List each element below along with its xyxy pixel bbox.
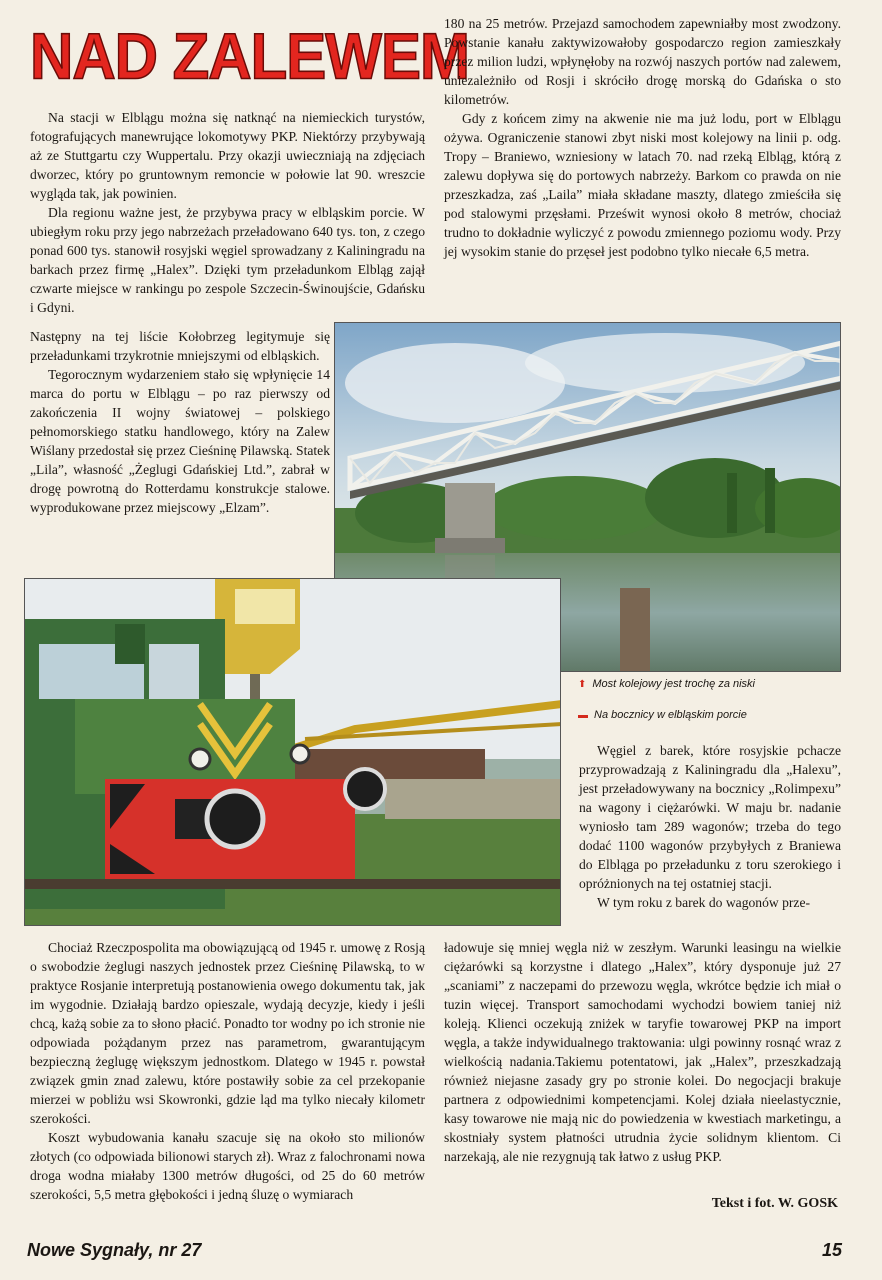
page-number: 15 [821,1240,842,1260]
locomotive-illustration [25,579,561,926]
paragraph: Tegorocznym wydarzeniem stało się wpłynięcie 14 marca do portu w Elblągu – po raz pierwszy od zakończenia II wojny światowej – polskiego pełnomorskiego statku handlowego, który na Zalew Wiślany przedostał się przez Cieśninę Pilawską. Statek „Lila”, własność „Żeglugi Gdańskiej Ltd.”, zabrał w drogę powrotną do Rotterdamu konstrukcje stalowe. wyprodukowane przez miejscowy „Elzam”. [30,367,330,515]
paragraph: Koszt wybudowania kanału szacuje się na około sto milionów złotych (co odpowiada bilionowi starych zł). Wraz z falochronami nowa droga wodna miałaby 1300 metrów długości, od 25 do 60 metrów szerokości, 5,5 metra głębokości i jedną śluzę o wymiarach [30,1130,425,1202]
left-column-narrow [30,327,330,517]
publication-name: Nowe Sygnały, nr 27 [27,1240,202,1260]
bridge-caption-text: Most kolejowy jest trochę za niski [592,678,756,690]
paragraph: 180 na 25 metrów. Przejazd samochodem zapewniałby most zwodzony. Powstanie kanału zaktywizowałoby gospodarczo region zamieszkały przez milion ludzi, wpłynęłoby na rozwój naszych portów nad zalewem, uniezależniło od Rosji i skróciło drogę morską do Gdańska o sto kilometrów. [444,16,841,107]
dash-marker-icon: ▬ [578,710,588,721]
bridge-caption [578,678,755,690]
left-column-top [30,108,425,317]
right-column-top [444,14,841,261]
right-column-middle [579,741,841,912]
paragraph: Następny na tej liście Kołobrzeg legitymuje się przeładunkami trzykrotnie mniejszymi od elbląskich. [30,329,330,363]
loco-caption [578,709,747,721]
paragraph: Węgiel z barek, które rosyjskie pchacze przyprowadzają z Kaliningradu dla „Halexu”, jest przeładowywany na bocznicy „Rolimpexu” na wagony i ciężarówki. W maju br. nadanie wyniosło tam 289 wagonów; trzeba do tego dodać 1100 wagonów przybyłych z Braniewa do Elbląga po przeładunku z toru szerokiego i opróżnionych na tej ostatniej stacji. [579,743,841,891]
author-signature: Tekst i fot. W. GOSK [711,1196,838,1211]
loco-caption-text: Na bocznicy w elbląskim porcie [594,709,747,721]
paragraph: Gdy z końcem zimy na akwenie nie ma już lodu, port w Elblągu ożywa. Ograniczenie stanowi zbyt niski most kolejowy na linii p. odg. Tropy – Braniewo, wzniesiony w latach 70. nad rzeką Elbląg, którą z zalewu dopływa się do portowych nabrzeży. Barkom co prawda on nie przeszkadza, zaś „Laila” miała składane maszty, dlatego zmieściła się pod stalowymi przęsłami. Prześwit wynosi około 8 metrów, chociaż trudno to dokładnie wyliczyć z powodu zmiennego poziomu wody. Przy jej wysokim stanie do przęseł jest podobno tylko niecałe 6,5 metra. [444,111,841,259]
left-column-bottom [30,938,425,1204]
paragraph: ładowuje się mniej węgla niż w zeszłym. Warunki leasingu na wielkie ciężarówki są korzystne i dlatego „Halex”, który dysponuje już 27 „scaniami” z naczepami do przewozu węgla, wkrótce będzie ich miał o tuzin więcej. Transport samochodami wychodzi bowiem taniej niż koleją. Klienci oczekują zniżek w taryfie towarowej PKP na import węgla, a także indywidualnego traktowania: ulgi powinny rosnąć wraz z wielkością nadania.Takiemu potentatowi, jak „Halex”, przeszkadzają również niejasne zasady gry po stronie kolei. Do negocjacji brakuje partnera z odpowiednimi kompetencjami. Kolej działa nieelastycznie, kasy towarowe nie mają nic do powiedzenia w kwestiach marketingu, a skostniały system płatności utrudnia życie solidnym klientom. Ci narzekają, ale nie rezygnują tak łatwo z usług PKP. [444,940,841,1164]
paragraph: Chociaż Rzeczpospolita ma obowiązującą od 1945 r. umowę z Rosją o swobodzie żeglugi naszych jednostek przez Cieśninę Pilawską, to w praktyce Rosjanie interpretują postanowienia owego dokumentu tak, jak im wygodnie. Działają bardzo opieszale, wydają decyzje, kiedy i jeśli chcą, każą sobie za to słono płacić. Ponadto tor wodny po ich stronie nie odpowiada pożądanym przez nas parametrom, gwarantującym bezpieczną żeglugę większym jednostkom. Dlatego w 1945 r. powstał związek gmin znad zalewu, które postawiły sobie za cel przekopanie mierzei w pobliżu wsi Skowronki, gdzie ląd ma tylko niecały kilometr szerokości. [30,940,425,1126]
arrow-up-icon: ⬆ [578,679,587,690]
article-title: NAD ZALEWEM [30,20,469,93]
right-column-bottom [444,938,841,1166]
locomotive-photo [24,578,561,926]
paragraph: W tym roku z barek do wagonów prze- [597,895,811,910]
paragraph: Na stacji w Elblągu można się natknąć na niemieckich turystów, fotografujących manewrujące lokomotywy PKP. Niektórzy przybywają aż ze Stuttgartu czy Wuppertalu. Przy okazji uwieczniają na zdjęciach dworzec, który po gruntownym remoncie w połowie lat 90. wreszcie wygląda tak, jak powinien. [30,110,425,201]
paragraph: Dla regionu ważne jest, że przybywa pracy w elbląskim porcie. W ubiegłym roku przy jego nabrzeżach przeładowano 640 tys. ton, z czego ponad 600 tys. stanowił rosyjski węgiel sprowadzany z Kaliningradu na barkach przez firmę „Halex”. Dzięki tym przeładunkom Elbląg zajął czwarte miejsce w rankingu po zespole Szczecin-Świnoujście, Gdańsku i Gdyni. [30,205,425,315]
